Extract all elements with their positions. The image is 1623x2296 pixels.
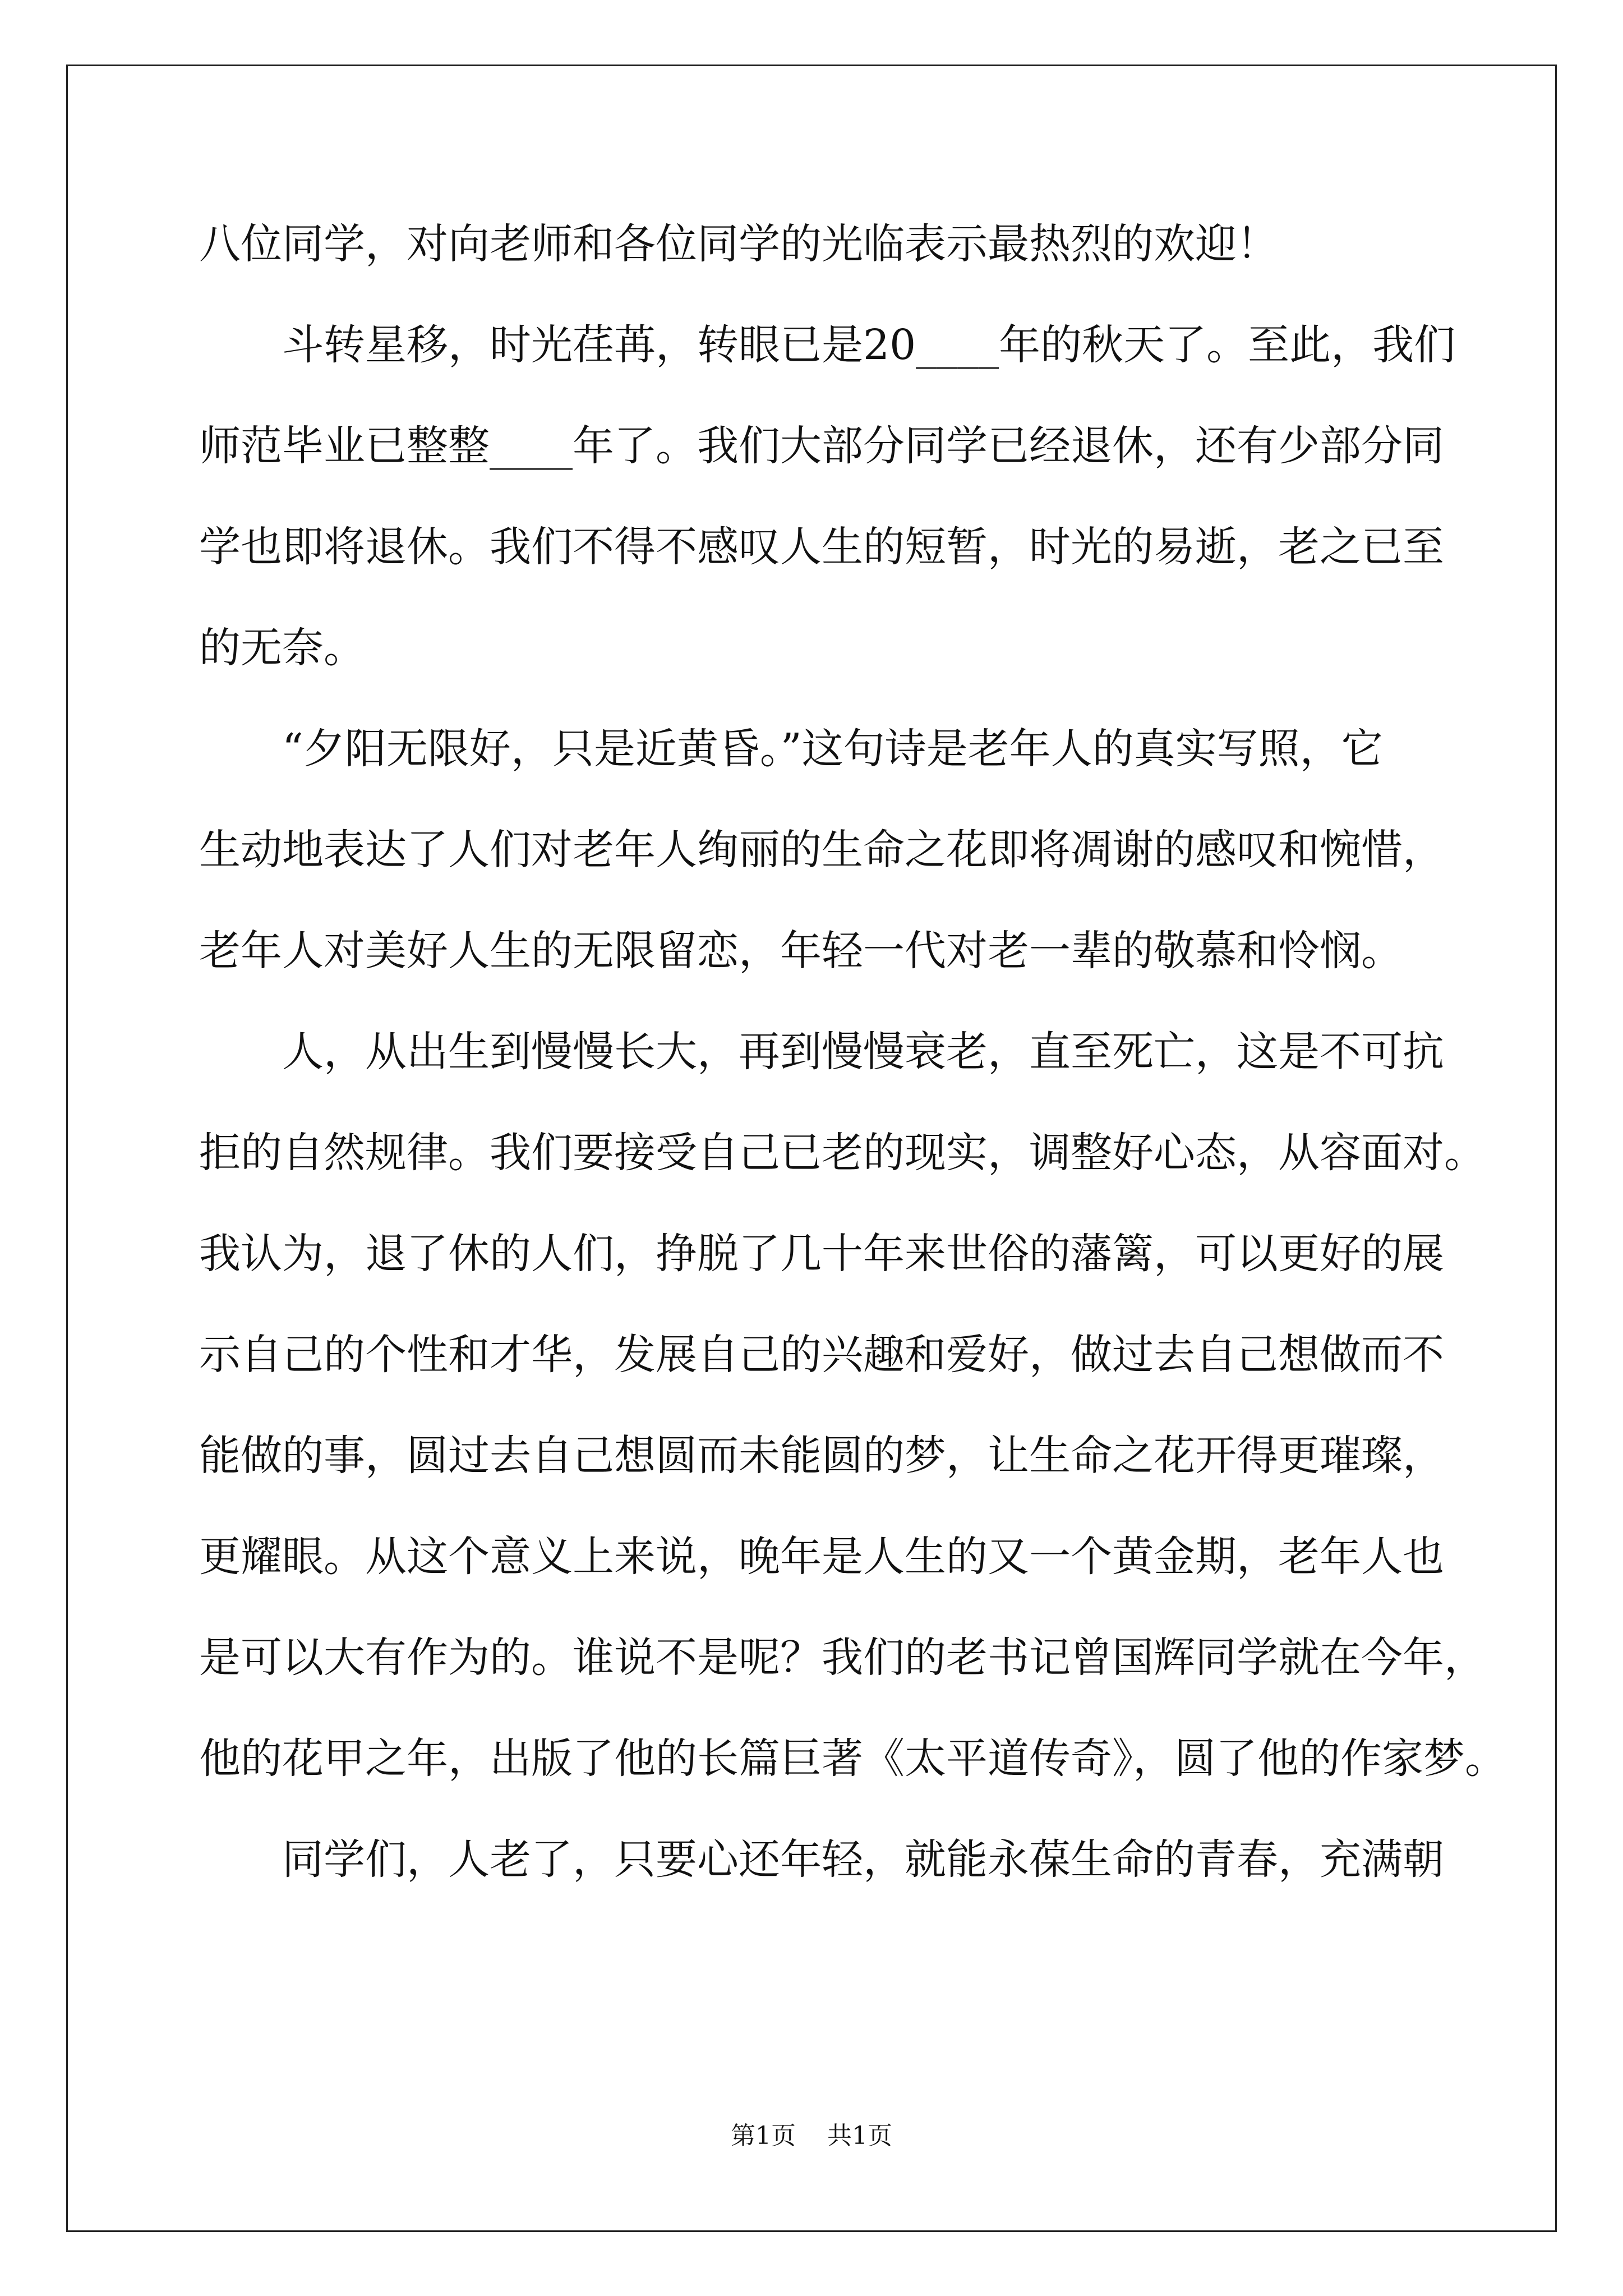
text-line: 示自己的个性和才华，发展自己的兴趣和爱好，做过去自己想做而不 [199, 1331, 1444, 1379]
text-line: 同学们，人老了，只要心还年轻，就能永葆生命的青春，充满朝 [282, 1835, 1444, 1884]
text-line: 拒的自然规律。我们要接受自己已老的现实，调整好心态，从容面对。 [199, 1129, 1486, 1177]
page-footer [0, 2119, 1623, 2153]
text-line: 老年人对美好人生的无限留恋，年轻一代对老一辈的敬慕和怜悯。 [199, 927, 1403, 975]
text-line: 更耀眼。从这个意义上来说，晚年是人生的又一个黄金期，老年人也 [199, 1533, 1444, 1581]
text-line: 我认为，退了休的人们，挣脱了几十年来世俗的藩篱，可以更好的展 [199, 1230, 1444, 1278]
text-line: “夕阳无限好，只是近黄昏。”这句诗是老年人的真实写照，它 [282, 725, 1383, 773]
page-number-current: 第1页 [731, 2122, 796, 2150]
text-line: 能做的事，圆过去自己想圆而未能圆的梦，让生命之花开得更璀璨， [199, 1432, 1444, 1480]
text-line: 人，从出生到慢慢长大，再到慢慢衰老，直至死亡，这是不可抗 [282, 1028, 1444, 1076]
text-line: 学也即将退休。我们不得不感叹人生的短暂，时光的易逝，老之已至 [199, 523, 1444, 571]
text-line: 他的花甲之年，出版了他的长篇巨著《太平道传奇》，圆了他的作家梦。 [199, 1734, 1506, 1783]
page-number-total: 共1页 [827, 2122, 892, 2150]
text-line: 生动地表达了人们对老年人绚丽的生命之花即将凋谢的感叹和惋惜， [199, 826, 1444, 874]
text-line: 斗转星移，时光荏苒，转眼已是20____年的秋天了。至此，我们 [282, 321, 1456, 369]
text-line: 的无奈。 [199, 624, 365, 672]
text-line: 是可以大有作为的。谁说不是呢？我们的老书记曾国辉同学就在今年， [199, 1634, 1486, 1682]
text-line: 八位同学，对向老师和各位同学的光临表示最热烈的欢迎！ [199, 220, 1278, 268]
text-line: 师范毕业已整整____年了。我们大部分同学已经退休，还有少部分同 [199, 422, 1444, 470]
